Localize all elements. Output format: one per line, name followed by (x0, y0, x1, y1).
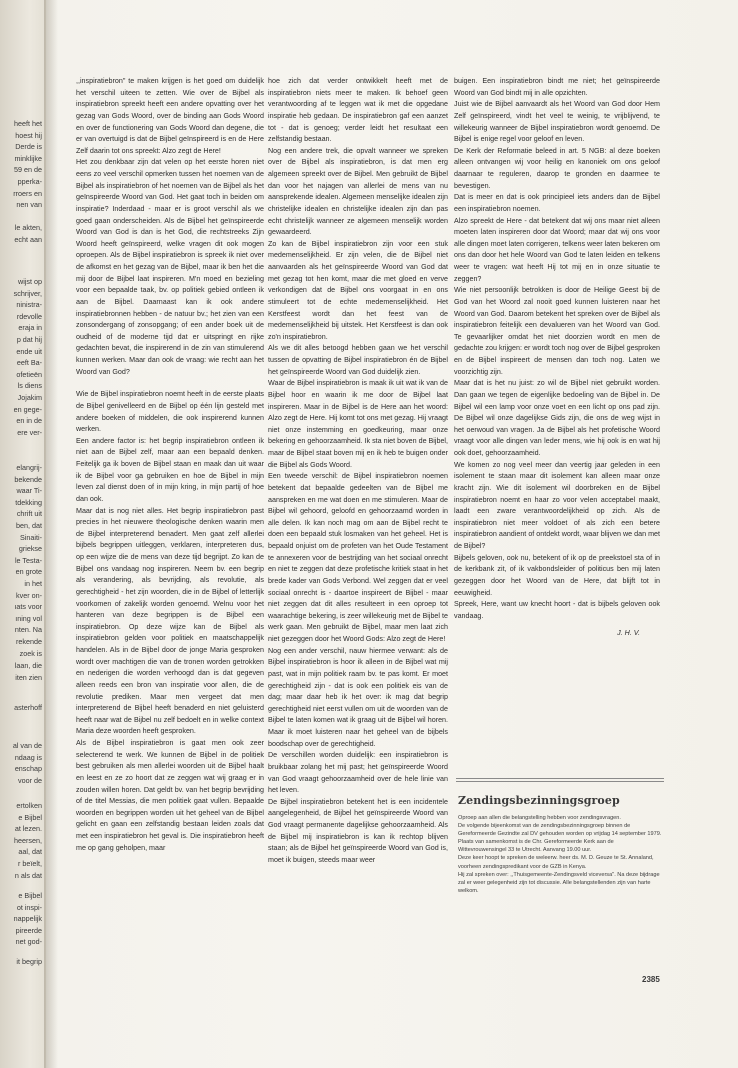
gutter-line: Derde is (15, 142, 42, 152)
gutter-line: en gege- (13, 404, 42, 414)
gutter-line: le Testa- (14, 555, 42, 565)
gutter-line: en in de (16, 416, 42, 426)
gutter-line: schrijver, (13, 288, 42, 298)
box-top-rule (456, 778, 664, 779)
col3-paragraph: buigen. Een inspiratiebron bindt me niet; het geïnspireerde Woord van God bindt mij in alle opzichten. (454, 77, 660, 97)
col3-paragraph: Bijbels geloven, ook nu, betekent of ik op de preekstoel sta of in de kerkbank zit, of ik vakbondsleider of politicus ben mij laten gezeggen door het Woord van de Here, dat blijft tot in eeuwigheid. (454, 553, 660, 597)
gutter-line: laan, die (14, 661, 42, 670)
gutter-line: e Bijbel (18, 891, 42, 900)
gutter-line: 59 en de (14, 165, 42, 175)
gutter-line: ls diens (17, 381, 42, 391)
gutter-text-block (0, 890, 42, 948)
gutter-line: nappelijk (13, 914, 42, 924)
gutter-line: in het (24, 578, 42, 588)
gutter-line: at lezen. (14, 824, 42, 834)
gutter-line: pireerde (15, 925, 42, 935)
gutter-line: r beïelt, (18, 858, 42, 868)
gutter-line: ende uit (16, 346, 42, 356)
gutter-text-block (0, 276, 42, 438)
article-column-1 (76, 76, 264, 854)
gutter-line: ıats voor (14, 602, 42, 612)
gutter-line: minklijke (14, 153, 42, 163)
col1-paragraph: Het zou denkbaar zijn dat velen op het eerste horen niet eens zo veel verschil opmerken tussen het noemen van de Bijbel als inspiratiebron of het noemen van de Bijbel als het geïnspireerde Woord van God. Het gaat toch in beiden om inspiratie? Inderdaad - maar er is groot verschil als we goed gaan onderscheiden. Als de Bijbel het geïnspireerde Woord van God is dan is het God, die rechtstreeks Zijn Woord heeft geïnspireerd, welke vragen dit ook mogen oproepen. Als de Bijbel inspiratiebron is spreek ik niet over de afkomst en het gezag van de Bijbel, maar ik ben het die mij door de Bijbel laat inspireren. M'n moed en bezieling voor een bepaalde taak, bv. op politiek gebied ontleen ik aan de Bijbel. Daarnaast kan ik ook andere inspiratiebronnen hebben - de natuur bv.; het zien van een zonsondergang of zonsopgang; of een ander boek uit de oudheid of de moderne tijd dat er uitspringt en rijke gedachten bevat, die inspirerend in de zin van stimulerend kunnen werken. Maar dan ook de vraag: wie recht aan het Woord van God? (76, 158, 264, 376)
gutter-line: iten zien (15, 672, 42, 682)
announcement-paragraph: Oproep aan allen die belangstelling hebben voor zendingsvragen. (458, 815, 621, 821)
gutter-line: pperka- (17, 176, 42, 186)
gutter-line: bekende (14, 474, 42, 484)
col2-paragraph: hoe zich dat verder ontwikkelt heeft met de inspiratiebron niets meer te maken. Ik behoef geen verantwoording af te leggen wat ik met die opgedane inspiratie heb gedaan. De inspiratiebron gaf een aanzet tot - dat is genoeg; verder leidt het resultaat een zelfstandig bestaan. (268, 77, 448, 144)
gutter-text-block (0, 800, 42, 881)
gutter-text-block (0, 222, 42, 245)
announcement-paragraph: Hij zal spreken over: ,,Thuisgemeente-Zendingsveld viceversa". Na deze bijdrage zal er weer gelegenheid zijn tot discussie. Alle belangstellenden zijn van harte welkom. (458, 871, 660, 894)
gutter-line: ben, dat (16, 520, 42, 530)
gutter-line: en grote (15, 567, 42, 577)
col3-paragraph: De Kerk der Reformatie beleed in art. 5 NGB: al deze boeken alleen ontvangen wij voor heilig en kanoniek om ons geloof daarnaar te reguleren, daarop te gronden en daarmee te bevestigen. (454, 146, 660, 190)
gutter-line: ndaag is (14, 752, 42, 762)
gutter-line: heersen, (14, 835, 42, 845)
gutter-line: elangrij- (16, 463, 42, 472)
gutter-line: eeft Ba- (16, 358, 42, 368)
col2-paragraph: Waar de Bijbel inspiratiebron is maak ik uit wat ik van de Bijbel hoor en waarin ik me door de Bijbel laat inspireren. Maar in de Bijbel is de Here aan het woord: Alzo zegt de Here. Hij komt tot ons met gezag. Hij vraagt niet onze instemming en goedkeuring, maar onze bekering en gehoorzaamheid. Ik sta niet boven de Bijbel, maar de Bijbel staat boven mij en ik heb te buigen onder die Bijbel als Gods Woord. (268, 379, 448, 469)
gutter-text-block (0, 702, 42, 714)
gutter-line: asterhoff (14, 703, 42, 712)
gutter-line: kver on- (16, 590, 42, 600)
page-fold-shadow (44, 0, 58, 1068)
gutter-line: rroers en (13, 188, 42, 198)
gutter-line: e Bijbel (18, 812, 42, 822)
col1-paragraph: ,,inspiratiebron" te maken krijgen is het goed om duidelijk het verschil uiteen te zetten. Wie over de Bijbel als inspiratiebron spreekt heeft een andere opvatting over het gezag van Gods Woord, over de binding aan Gods Woord en over de functionering van Gods Woord dan degene, die er van overtuigd is dat de Bijbel geïnspireerd is en de Here Zelf daarin tot ons spreekt: Alzo zegt de Here! (76, 77, 264, 155)
gutter-line: le akten, (14, 223, 42, 232)
gutter-line: nten. Na (14, 625, 42, 635)
article-column-3 (454, 76, 660, 640)
gutter-line: net god- (15, 937, 42, 947)
announcement-title: Zendingsbezinningsgroep (458, 794, 620, 807)
col3-paragraph: Spreek, Here, want uw knecht hoort - dat is bijbels geloven ook vandaag. (454, 600, 660, 620)
gutter-line: ofetieën (16, 369, 42, 379)
gutter-line: n als dat (14, 870, 42, 880)
gutter-line: chrift uit (16, 509, 42, 519)
gutter-line: waar Ti- (16, 486, 42, 496)
gutter-line: enschap (14, 764, 42, 774)
previous-page-gutter (0, 0, 46, 1068)
col1-paragraph: Wie de Bijbel inspiratiebron noemt heeft in de eerste plaats de Bijbel genivelleerd en de Bijbel op één lijn gesteld met andere boeken of middelen, die ook inspirerend kunnen werken. (76, 390, 264, 434)
article-column-2 (268, 76, 448, 867)
col3-paragraph: Wie niet persoonlijk betrokken is door de Heilige Geest bij de God van het Woord zal nooit goed kunnen luisteren naar het Woord van God. Daarom betekent het spreken over de Bijbel als inspiratiebron feitelijk een devalueren van het Woord van God. Te gevaarlijker omdat het niet doorzien wordt en men de gedachte zou krijgen: er wordt toch nog over de Bijbel gesproken en de Bijbel inspireert de mensen dan toch nog. Laten we voorzichtig zijn. (454, 286, 660, 376)
gutter-line: nen van (16, 200, 42, 210)
announcement-paragraph: De volgende bijeenkomst van de zendingsbezinningsgroep binnen de Gereformeerde Gezindte zal DV gehouden worden op vrijdag 14 september 1979. Plaats van samenkomst is de Chr. Gereformeerde Kerk aan de Wittevrouwensingel 33 te Utrecht. Aanvang 19.00 uur. (458, 823, 662, 854)
gutter-line: ere ver- (17, 427, 42, 437)
gutter-text-block (0, 956, 42, 968)
gutter-line: aal, dat (18, 847, 42, 857)
gutter-line: rdevolle (16, 311, 42, 321)
col3-paragraph: Maar dat is het nu juist: zo wil de Bijbel niet gebruikt worden. Dan gaan we tegen de eigenlijke bedoeling van de Bijbel in. De Bijbel wil een lamp voor onze voet en een licht op ons pad zijn. De Bijbel wil onze dagelijkse Gids zijn, die ons de weg wijst in het oerwoud van vragen. Ja de Bijbel als het profetische Woord vraagt voor alle dingen van leder mens, wie hij ook is en wat hij ook doet, gehoorzaamheid. (454, 379, 660, 457)
announcement-paragraph: Deze keer hoopt te spreken de weleerw. heer ds. M. D. Geuze te St. Annaland, voorheen zendingspredikant voor de GZB in Kenya. (458, 855, 654, 870)
gutter-line: voor de (18, 775, 42, 785)
author-signature: J. H. V. (617, 629, 640, 638)
gutter-line: griekse (18, 544, 42, 554)
gutter-line: it begrip (16, 957, 42, 966)
col2-paragraph: Nog een andere trek, die opvalt wanneer we spreken over de Bijbel als inspiratiebron, is dat men erg algemeen spreekt over de Bijbel. Men gebruikt de Bijbel dan voor het najagen van allerlei de mens van nu aansprekende idealen. Algemeen menselijke idealen zijn christelijke idealen en christelijke idealen zijn dan pas echt christelijk wanneer ze algemeen menselijk worden gewaardeerd. (268, 146, 448, 237)
col2-paragraph: Als we dit alles betoogd hebben gaan we het verschil tussen de opvatting de Bijbel inspiratiebron én de Bijbel het geïnspireerde Woord van God duidelijk zien. (268, 344, 448, 376)
gutter-text-block (0, 740, 42, 786)
gutter-text-block (0, 660, 42, 683)
gutter-line: p dat hij (16, 334, 42, 344)
gutter-line: ninistra- (16, 300, 42, 310)
gutter-line: ertolken (16, 801, 42, 810)
announcement-body (458, 814, 662, 895)
gutter-line: echt aan (14, 234, 42, 244)
col3-paragraph: Dat is meer en dat is ook principieel iets anders dan de Bijbel een inspiratiebron noemen. (454, 193, 660, 213)
box-top-rule-second (456, 781, 664, 782)
col3-paragraph: We komen zo nog veel meer dan veertig jaar geleden in een isolement te staan maar dit isolement kan alleen maar onze kracht zijn. Wie dit isolement wil doorbreken en de Bijbel inspiratiebron noemt en haar zo voor velen acceptabel maakt, laadt een zware verantwoordelijkheid op zich. Als de inspiratiebron niet meer voldoet of als zich een betere inspiratiebron aandient of ontdekt wordt, waar blijven we dan met de Bijbel? (454, 460, 660, 550)
gutter-line: wijst op (18, 277, 42, 286)
gutter-line: Sinaiti- (20, 532, 42, 542)
gutter-line: al van de (12, 741, 42, 750)
gutter-line: ıning vol (15, 613, 42, 623)
page-number: 2385 (642, 975, 660, 984)
gutter-line: zoek is (19, 648, 42, 658)
col1-paragraph: Maar dat is nog niet alles. Het begrip inspiratiebron past precies in het nieuwere theologische denken waarin men de Bijbel interpreterend benadert. Men gaat zelf allerlei bijbels begrippen uitleggen, verklaren, interpreteren dus, op een wijze die de mens van deze tijd begrijpt. Zo kan de Bijbel ons vandaag nog inspireren. Neem bv. een begrip als verandering, als bevrijding, als revolutie, als gerechtigheid - het zijn woorden, die in de Bijbel of letterlijk voorkomen of zakelijk worden genoemd. Welnu voor het hanteren van deze begrippen is de Bijbel een inspiratiebron. Op deze wijze kan de Bijbel als inspiratiebron gelden voor politiek en maatschappelijk handelen. Als in de Bijbel door de jonge Maria gesproken wordt over machtigen die van de tronen worden getrokken en nederigen die worden verhoogd dan is dat gegeven alleen reeds een bron van inspiratie voor allen, die de revolutie prediken. Maar men vergeet dat men interpreterend de Bijbel heeft benaderd en niet geluisterd heeft naar wat de Bijbel nu zelf bedoelt en in welke context Maria deze woorden heeft gesproken. (76, 506, 264, 736)
gutter-line: Jojakim (17, 392, 42, 402)
col2-paragraph: De Bijbel inspiratiebron betekent het is een incidentele aangelegenheid, de Bijbel het geïnspireerde Woord van God vraagt permanente dagelijkse gehoorzaamheid. Als de Bijbel mij inspiratiebron is kan ik rechtop blijven staan; als de Bijbel het geïnspireerde Woord van God is, moet ik buigen, steeds maar weer (268, 797, 448, 864)
col2-paragraph: De verschillen worden duidelijk: een inspiratiebron is bruikbaar zolang het mij past; het geïnspireerde Woord van God vraagt gehoorzaamheid over de hele linie van het leven. (268, 751, 448, 795)
col2-paragraph: Een tweede verschil: de Bijbel inspiratiebron noemen betekent dat bepaalde gedeelten van de Bijbel me aanspreken en me wat doen en me stimuleren. Maar de Bijbel wil gehoord, geloofd en gehoorzaamd worden in alle delen. Ik kan noch mag om aan de Bijbel recht te doen een bepaald stuk losmaken van het geheel. Het is bepaald onjuist om de profeten van het Oude Testament te annexeren voor de bestrijding van het sociaal onrecht en niet te zeggen dat deze profetische kritiek staat in het brede kader van Gods Verbond. Wel zeggen dat er veel sociaal onrecht is - daartoe inspireert de Bijbel - maar niet zeggen dat dit alles resulteert in een oproep tot waarachtige bekering, is zeer willekeurig met de Bijbel te werk gaan. Men gebruikt de Bijbel, maar men laat zich niet gezeggen door het Woord Gods: Alzo zegt de Here! (268, 472, 448, 643)
gutter-text-block (0, 118, 42, 211)
gutter-line: heeft het (14, 119, 42, 128)
gutter-line: tdekking (15, 497, 42, 507)
col3-paragraph: Juist wie de Bijbel aanvaardt als het Woord van God door Hem Zelf geïnspireerd, vindt het veel te weinig, te vrijblijvend, te willekeurig wanneer de Bijbel inspiratiebron wordt genoemd. De Bijbel is enige regel voor geloof en leven. (454, 100, 660, 144)
col3-paragraph: Alzo spreekt de Here - dat betekent dat wij ons maar niet alleen moeten laten inspireren door dat Woord; maar dat wij ons voor alle dingen moet laten corrigeren, telkens weer laten bekeren om ons dan door het hele Woord van God te laten leiden en telkens weer te vragen: wat heeft Hij tot mij en in onze situatie te zeggen? (454, 216, 660, 283)
gutter-line: ot inspi- (16, 902, 42, 912)
col2-paragraph: Zo kan de Bijbel inspiratiebron zijn voor een stuk medemenselijkheid. Er zijn velen, die de Bijbel niet aanvaarden als het geïnspireerde Woord van God dat met gezag tot hen komt, maar die met gloed en verve verkondigen dat de Bijbel ons voorgaat in en ons stimuleert tot de echte medemenselijkheid. Het Kerstfeest wordt dan het feest van de medemenselijkheid bij uitstek. Het Kerstfeest is dan ook zo'n inspiratiebron. (268, 239, 448, 341)
gutter-line: hoest hij (15, 130, 42, 140)
col2-paragraph: Nog een ander verschil, nauw hiermee verwant: als de Bijbel inspiratiebron is hoor ik alleen in de Bijbel wat mij past, wat in mijn politiek raam bv. te pas komt. Er moet gerechtigheid zijn - dat is ook een politiek eis van de dag; maar daar heb ik het over: ik mag dat begrip gerechtigheid niet eerst vullen om uit de woorden van de Bijbel te laten komen wat ik graag uit de Bijbel wil horen. Maar ik moet luisteren naar het geheel van de bijbels boodschap over de gerechtigheid. (268, 646, 448, 748)
col1-paragraph: Als de Bijbel inspiratiebron is gaat men ook zeer selecterend te werk. We kunnen de Bijbel in de politiek best gebruiken als men allerlei woorden uit de Bijbel haalt en leest en ze zo hoort dat ze zeggen wat wij graag er in zouden willen horen. Dat geldt bv. van het begrip bevrijding of de titel Messias, die men politiek gaat vullen. Bepaalde woorden en begrippen worden uit het geheel van de Bijbel gelicht en gaan een zelfstandig bestaan leiden zoals dat met een inspiratiebron het geval is. Die inspiratiebron heeft me op gang geholpen, maar (76, 739, 264, 852)
gutter-line: rekende (16, 636, 42, 646)
gutter-text-block (0, 462, 42, 659)
gutter-line: eraja in (18, 323, 42, 333)
col1-paragraph: Een andere factor is: het begrip inspiratiebron ontleen ik niet aan de Bijbel zelf, maar aan een bepaald denken. Feitelijk ga ik boven de Bijbel staan en maak dan uit waar ik de Bijbel voor ga gebruiken en hoe de Bijbel in mijn leven zal dienst doen of in mijn kring, in mijn partij of hoe dan ook. (76, 436, 264, 503)
